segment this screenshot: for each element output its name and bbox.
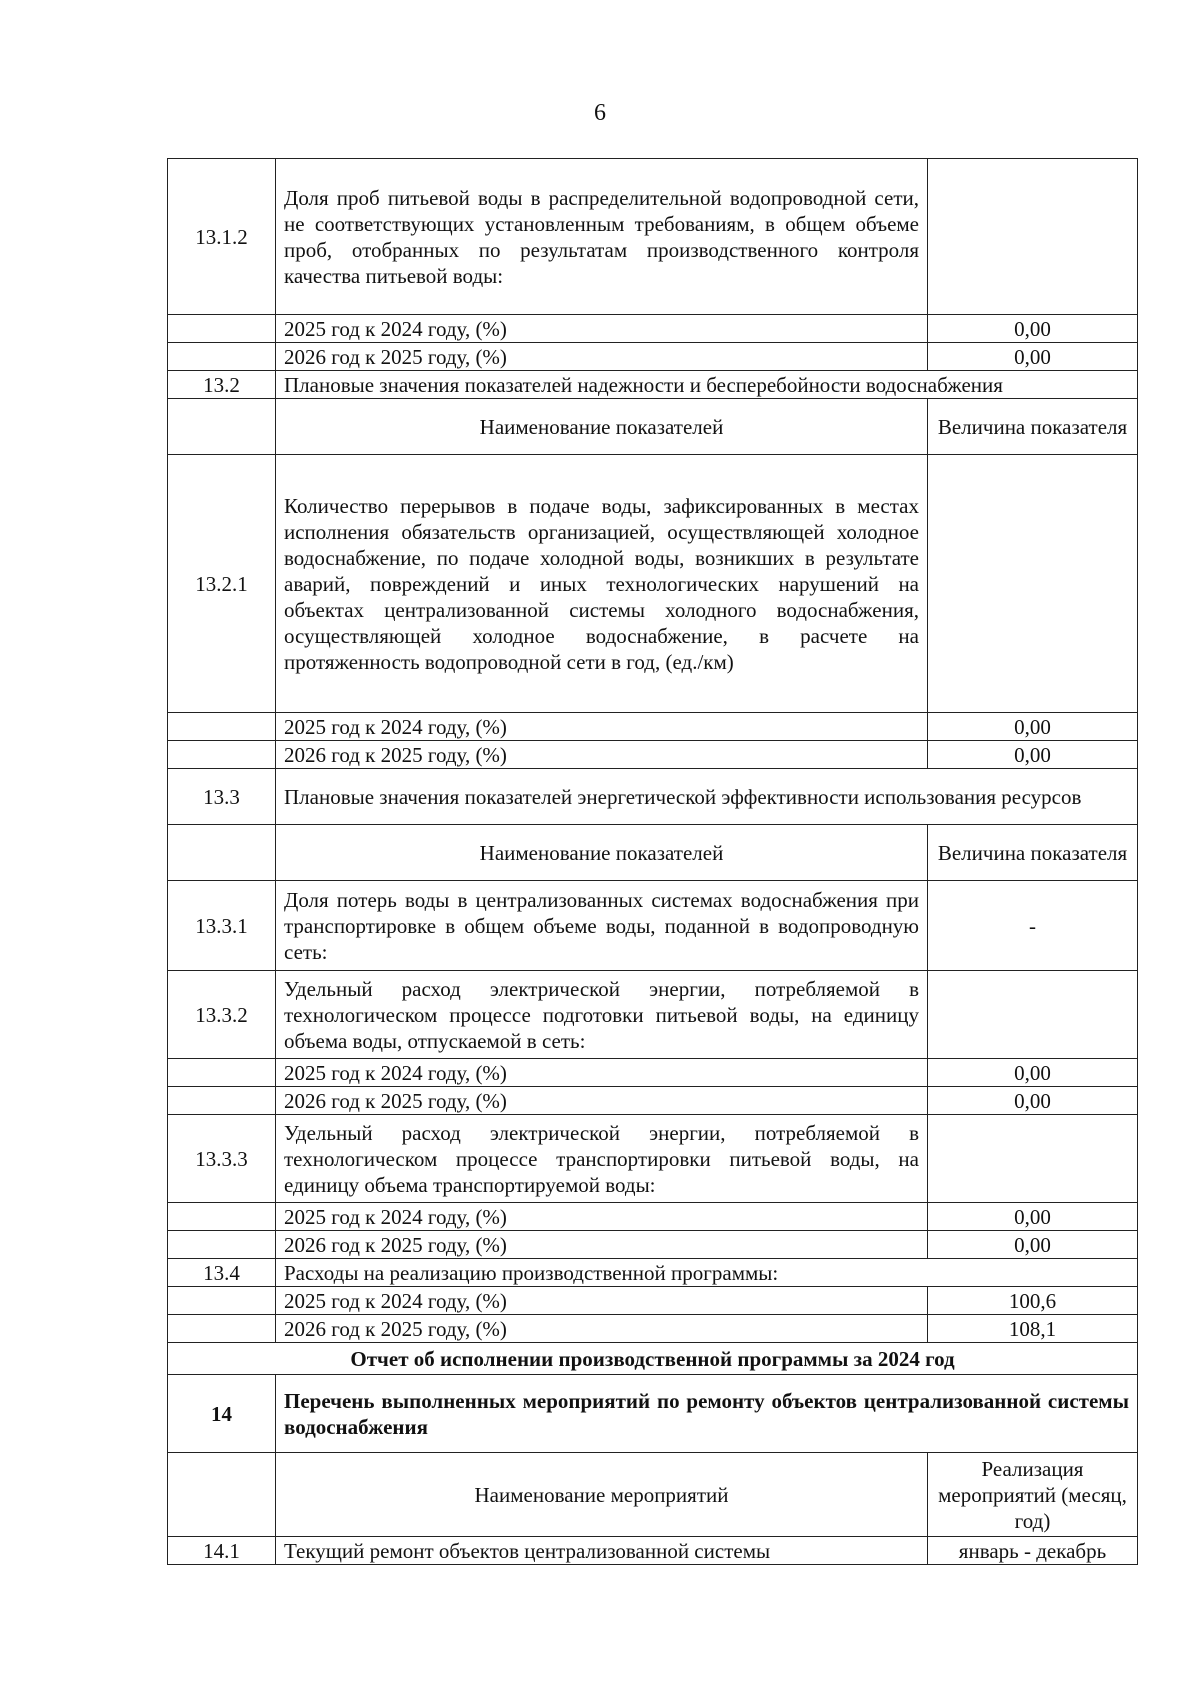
row-number: 13.2 bbox=[168, 371, 276, 399]
row-number: 13.2.1 bbox=[168, 455, 276, 713]
header-row bbox=[168, 1453, 1138, 1537]
table-row bbox=[168, 713, 1138, 741]
table-row bbox=[168, 1203, 1138, 1231]
table-row bbox=[168, 1087, 1138, 1115]
indicator-name: Доля потерь воды в централизованных системах водоснабжения при транспортировке в общем объеме воды, поданной в водопроводную сеть: bbox=[276, 881, 928, 971]
row-number bbox=[168, 1453, 276, 1537]
period-label: 2025 год к 2024 году, (%) bbox=[276, 1287, 928, 1315]
column-header-value: Реализация мероприятий (месяц, год) bbox=[928, 1453, 1138, 1537]
column-header-value: Величина показателя bbox=[928, 399, 1138, 455]
table-row bbox=[168, 1231, 1138, 1259]
header-row bbox=[168, 825, 1138, 881]
indicator-value: 108,1 bbox=[928, 1315, 1138, 1343]
header-row bbox=[168, 399, 1138, 455]
indicator-value: 0,00 bbox=[928, 1087, 1138, 1115]
period-label: 2026 год к 2025 году, (%) bbox=[276, 1087, 928, 1115]
section-row bbox=[168, 371, 1138, 399]
indicator-value: 0,00 bbox=[928, 1059, 1138, 1087]
indicator-name: Удельный расход электрической энергии, потребляемой в технологическом процессе транспортировки питьевой воды, на единицу объема транспортируемой воды: bbox=[276, 1115, 928, 1203]
table-row bbox=[168, 1287, 1138, 1315]
row-number bbox=[168, 1059, 276, 1087]
page-number: 6 bbox=[594, 100, 606, 126]
indicator-value: 100,6 bbox=[928, 1287, 1138, 1315]
row-number: 13.4 bbox=[168, 1259, 276, 1287]
row-number bbox=[168, 343, 276, 371]
row-number: 13.3.1 bbox=[168, 881, 276, 971]
section-title: Перечень выполненных мероприятий по ремонту объектов централизованной системы водоснабжения bbox=[276, 1375, 1138, 1453]
row-number: 13.3.2 bbox=[168, 971, 276, 1059]
period-label: 2025 год к 2024 году, (%) bbox=[276, 315, 928, 343]
section-row bbox=[168, 1259, 1138, 1287]
period-label: 2025 год к 2024 году, (%) bbox=[276, 1059, 928, 1087]
section-row bbox=[168, 1375, 1138, 1453]
table-row bbox=[168, 315, 1138, 343]
indicator-name: Количество перерывов в подаче воды, зафиксированных в местах исполнения обязательств организацией, осуществляющей холодное водоснабжение, по подаче холодной воды, возникших в результате аварий, повреждений и иных технологических нарушений на объектах централизованной системы холодного водоснабжения, осуществляющей холодное водоснабжение, в расчете на протяженность водопроводной сети в год, (ед./км) bbox=[276, 455, 928, 713]
indicator-value: 0,00 bbox=[928, 1231, 1138, 1259]
report-title-row bbox=[168, 1343, 1138, 1375]
indicators-table bbox=[167, 158, 1138, 1565]
period-label: 2025 год к 2024 году, (%) bbox=[276, 1203, 928, 1231]
section-title: Расходы на реализацию производственной программы: bbox=[276, 1259, 1138, 1287]
column-header-name: Наименование показателей bbox=[276, 399, 928, 455]
column-header-name: Наименование показателей bbox=[276, 825, 928, 881]
column-header-name: Наименование мероприятий bbox=[276, 1453, 928, 1537]
table-row bbox=[168, 881, 1138, 971]
indicator-value: 0,00 bbox=[928, 741, 1138, 769]
indicator-name: Доля проб питьевой воды в распределительной водопроводной сети, не соответствующих установленным требованиям, в общем объеме проб, отобранных по результатам производственного контроля качества питьевой воды: bbox=[276, 159, 928, 315]
period-label: 2025 год к 2024 году, (%) bbox=[276, 713, 928, 741]
row-number bbox=[168, 399, 276, 455]
row-number: 13.3 bbox=[168, 769, 276, 825]
section-title: Плановые значения показателей надежности и бесперебойности водоснабжения bbox=[276, 371, 1138, 399]
row-number: 14.1 bbox=[168, 1537, 276, 1565]
table-row bbox=[168, 159, 1138, 315]
row-number bbox=[168, 1231, 276, 1259]
indicator-value bbox=[928, 971, 1138, 1059]
activity-period: январь - декабрь bbox=[928, 1537, 1138, 1565]
indicator-value: 0,00 bbox=[928, 343, 1138, 371]
row-number: 13.3.3 bbox=[168, 1115, 276, 1203]
section-row bbox=[168, 769, 1138, 825]
column-header-value: Величина показателя bbox=[928, 825, 1138, 881]
row-number bbox=[168, 315, 276, 343]
row-number bbox=[168, 1203, 276, 1231]
period-label: 2026 год к 2025 году, (%) bbox=[276, 343, 928, 371]
table-row bbox=[168, 343, 1138, 371]
table-row bbox=[168, 1059, 1138, 1087]
table-row bbox=[168, 741, 1138, 769]
section-title: Плановые значения показателей энергетической эффективности использования ресурсов bbox=[276, 769, 1138, 825]
period-label: 2026 год к 2025 году, (%) bbox=[276, 1315, 928, 1343]
indicator-value: 0,00 bbox=[928, 315, 1138, 343]
indicator-value bbox=[928, 1115, 1138, 1203]
row-number bbox=[168, 825, 276, 881]
activity-name: Текущий ремонт объектов централизованной системы bbox=[276, 1537, 928, 1565]
indicator-name: Удельный расход электрической энергии, потребляемой в технологическом процессе подготовки питьевой воды, на единицу объема воды, отпускаемой в сеть: bbox=[276, 971, 928, 1059]
indicator-value bbox=[928, 159, 1138, 315]
table-row bbox=[168, 455, 1138, 713]
indicator-value bbox=[928, 455, 1138, 713]
row-number: 14 bbox=[168, 1375, 276, 1453]
table-row bbox=[168, 1315, 1138, 1343]
table-row bbox=[168, 971, 1138, 1059]
period-label: 2026 год к 2025 году, (%) bbox=[276, 1231, 928, 1259]
row-number bbox=[168, 741, 276, 769]
row-number bbox=[168, 1315, 276, 1343]
report-title: Отчет об исполнении производственной программы за 2024 год bbox=[168, 1343, 1138, 1375]
row-number bbox=[168, 713, 276, 741]
table-row bbox=[168, 1115, 1138, 1203]
row-number bbox=[168, 1087, 276, 1115]
row-number: 13.1.2 bbox=[168, 159, 276, 315]
indicator-value: 0,00 bbox=[928, 713, 1138, 741]
indicator-value: - bbox=[928, 881, 1138, 971]
period-label: 2026 год к 2025 году, (%) bbox=[276, 741, 928, 769]
indicator-value: 0,00 bbox=[928, 1203, 1138, 1231]
row-number bbox=[168, 1287, 276, 1315]
table-row bbox=[168, 1537, 1138, 1565]
